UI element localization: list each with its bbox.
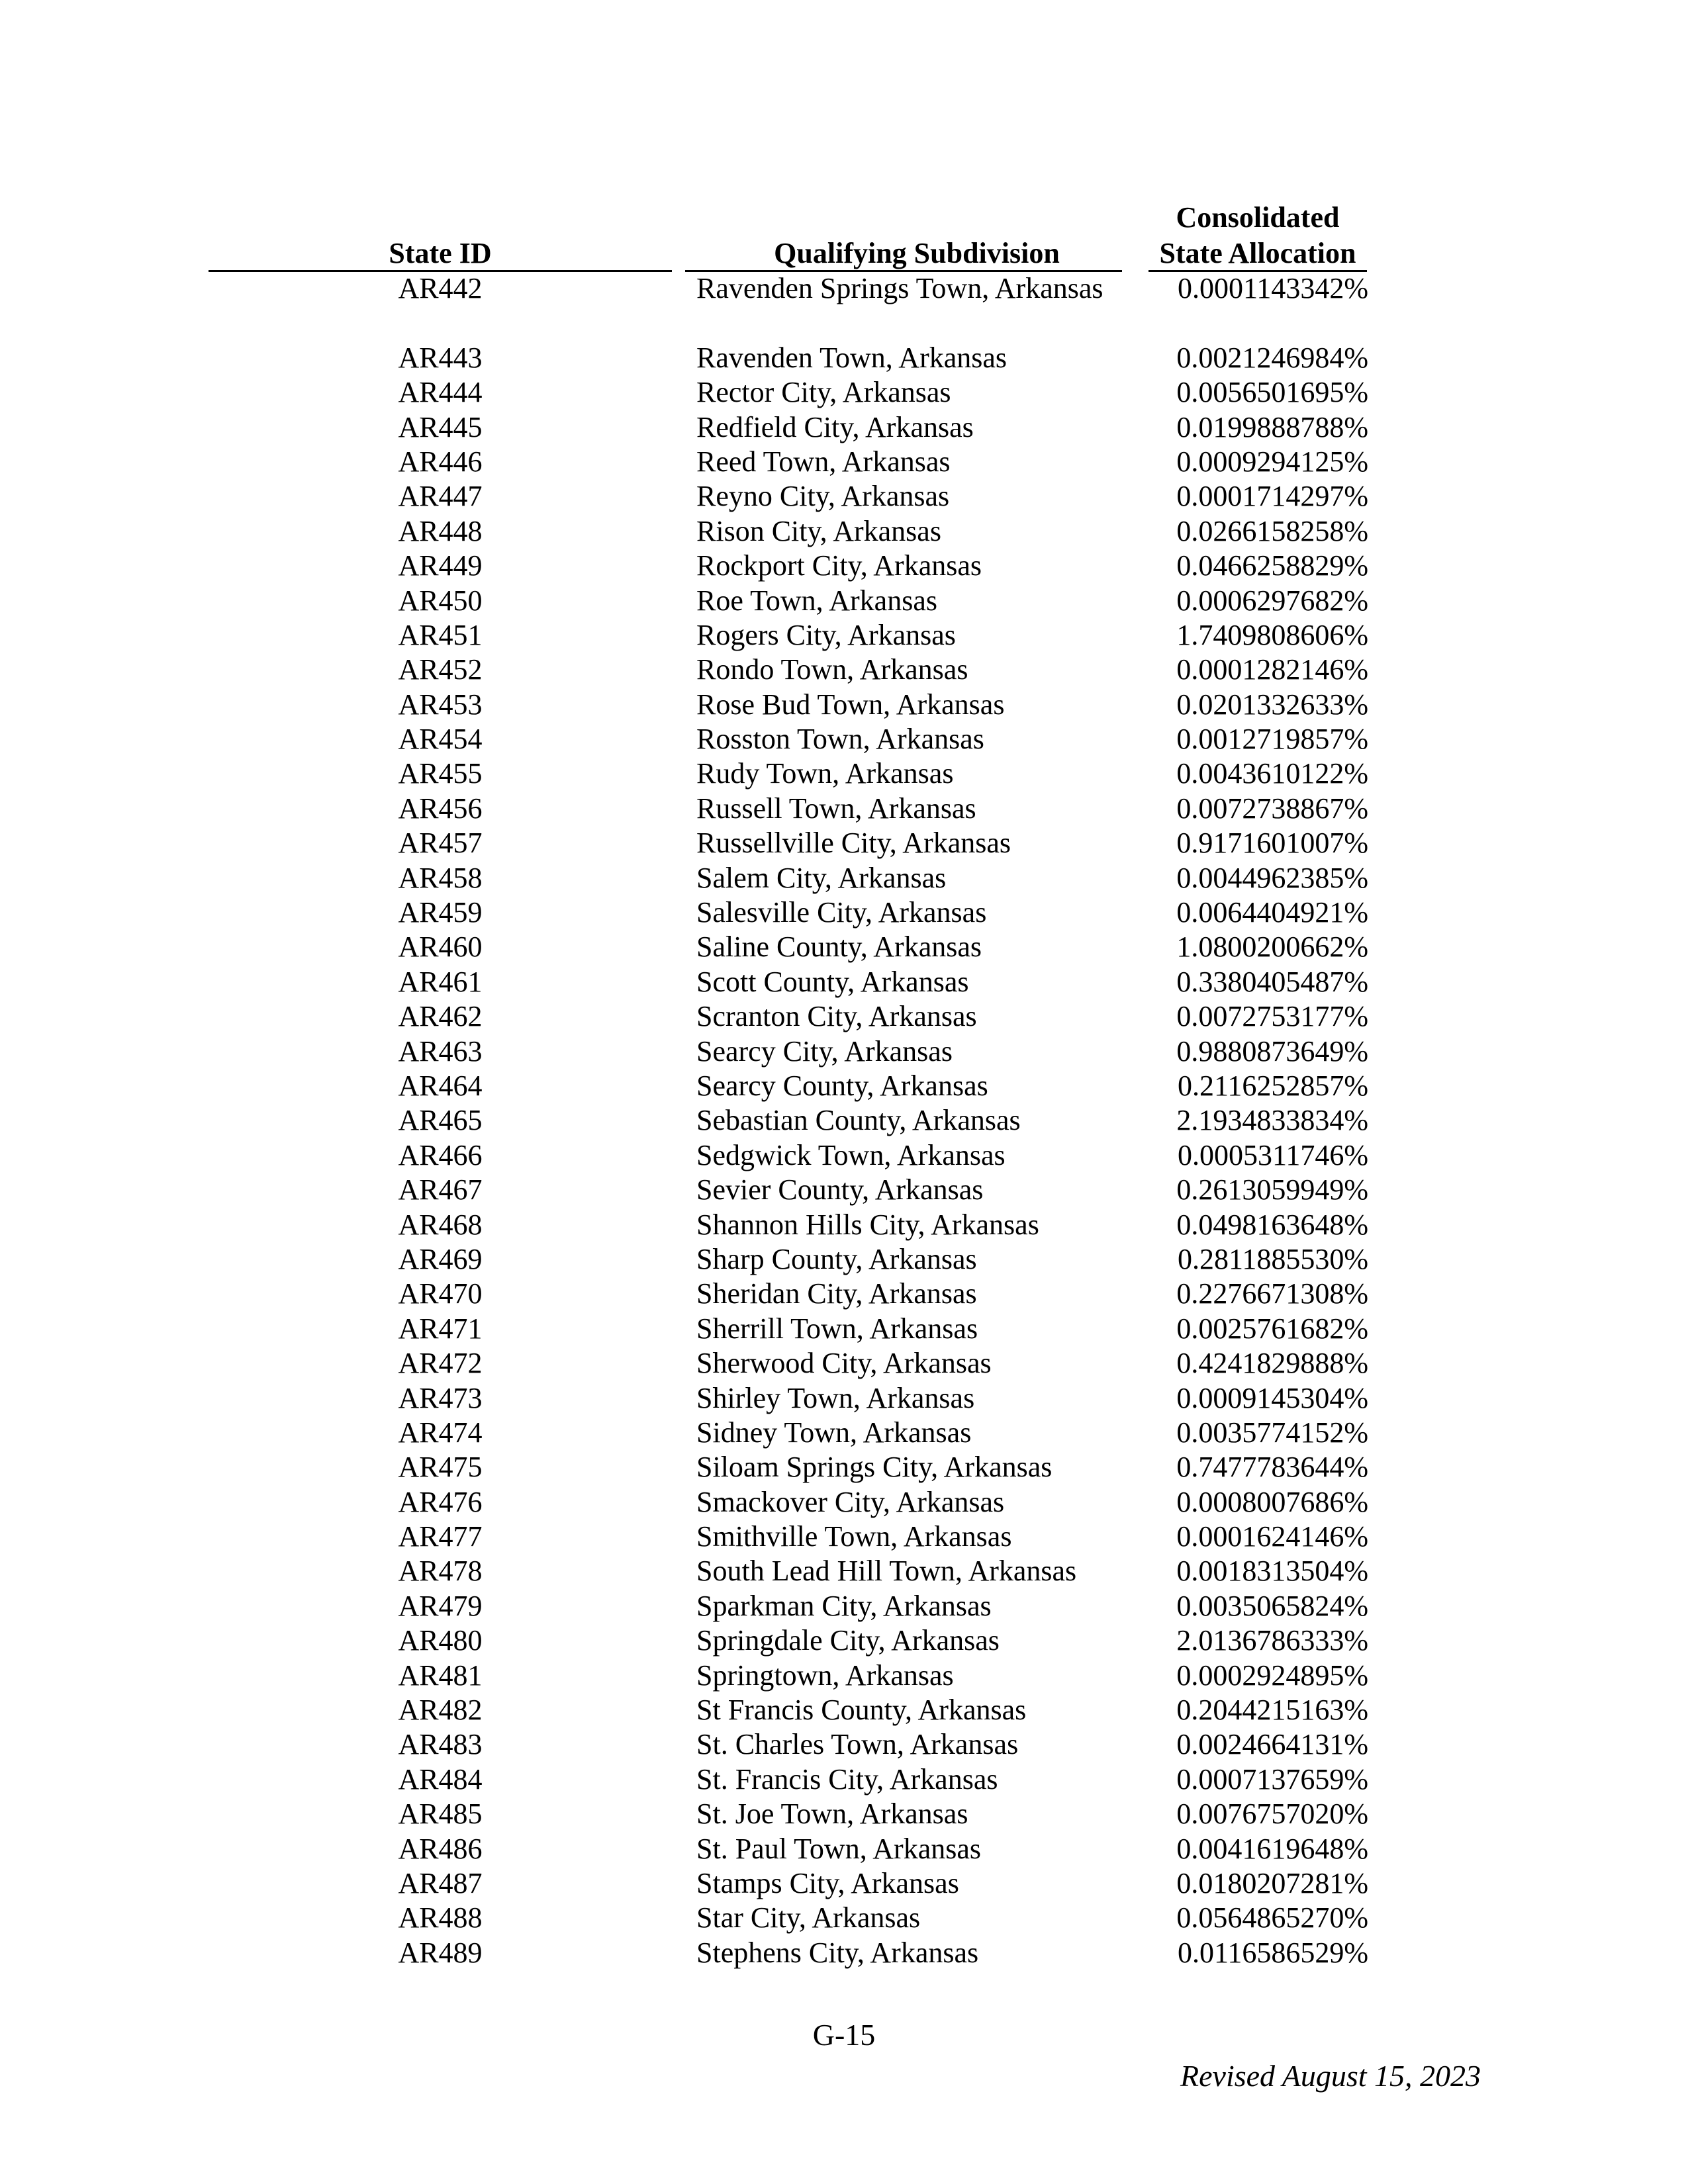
table-row xyxy=(0,722,1688,756)
subdivision-cell: Sherrill Town, Arkansas xyxy=(696,1312,978,1345)
state-id-cell: AR486 xyxy=(398,1832,483,1865)
table-row xyxy=(0,1623,1688,1658)
subdivision-cell: Stamps City, Arkansas xyxy=(696,1866,959,1899)
table-row xyxy=(0,895,1688,930)
state-id-cell: AR447 xyxy=(398,480,483,513)
allocation-cell: 0.0043610122% xyxy=(1176,757,1368,790)
state-id-cell: AR462 xyxy=(398,1000,483,1033)
subdivision-cell: Salem City, Arkansas xyxy=(696,861,947,894)
allocation-cell: 0.0041619648% xyxy=(1176,1832,1368,1865)
subdivision-cell: Rosston Town, Arkansas xyxy=(696,723,984,756)
subdivision-cell: Redfield City, Arkansas xyxy=(696,410,974,443)
revision-date: Revised August 15, 2023 xyxy=(1180,2059,1481,2093)
table-row xyxy=(0,1589,1688,1623)
header-consolidated-state-allocation: Consolidated State Allocation xyxy=(1159,201,1356,269)
allocation-cell: 0.0025761682% xyxy=(1176,1312,1368,1345)
state-id-cell: AR482 xyxy=(398,1694,483,1727)
subdivision-cell: Rector City, Arkansas xyxy=(696,376,951,409)
subdivision-cell: South Lead Hill Town, Arkansas xyxy=(696,1555,1077,1588)
table-row xyxy=(0,514,1688,549)
allocation-cell: 0.0007137659% xyxy=(1176,1762,1368,1796)
table-row xyxy=(0,1866,1688,1901)
state-id-cell: AR452 xyxy=(398,653,483,686)
state-id-cell: AR479 xyxy=(398,1589,483,1622)
table-row xyxy=(0,826,1688,860)
state-id-cell: AR474 xyxy=(398,1416,483,1449)
table-row xyxy=(0,1069,1688,1103)
state-id-cell: AR464 xyxy=(398,1069,483,1102)
table-row xyxy=(0,445,1688,479)
table-row xyxy=(0,341,1688,375)
page-number: G-15 xyxy=(812,2018,876,2052)
allocation-cell: 0.0002924895% xyxy=(1176,1659,1368,1692)
subdivision-cell: Stephens City, Arkansas xyxy=(696,1936,979,1969)
allocation-cell: 0.0005311746% xyxy=(1177,1138,1368,1171)
state-id-cell: AR483 xyxy=(398,1728,483,1761)
state-id-cell: AR451 xyxy=(398,618,483,651)
state-id-cell: AR466 xyxy=(398,1138,483,1171)
table-row xyxy=(0,1901,1688,1935)
table-row xyxy=(0,549,1688,583)
allocation-cell: 0.0076757020% xyxy=(1176,1797,1368,1831)
table-row xyxy=(0,1346,1688,1381)
allocation-cell: 2.0136786333% xyxy=(1176,1624,1368,1657)
table-row xyxy=(0,618,1688,653)
allocation-cell: 0.0056501695% xyxy=(1176,376,1368,409)
state-id-cell: AR465 xyxy=(398,1104,483,1137)
allocation-cell: 0.0116586529% xyxy=(1177,1936,1368,1969)
state-id-cell: AR458 xyxy=(398,861,483,894)
table-row xyxy=(0,930,1688,964)
table-row xyxy=(0,688,1688,722)
subdivision-cell: Searcy City, Arkansas xyxy=(696,1034,953,1068)
allocation-cell: 0.7477783644% xyxy=(1176,1451,1368,1484)
table-row xyxy=(0,1520,1688,1554)
table-row xyxy=(0,1727,1688,1762)
allocation-cell: 0.2276671308% xyxy=(1176,1277,1368,1310)
state-id-cell: AR484 xyxy=(398,1762,483,1796)
allocation-cell: 0.0009294125% xyxy=(1176,445,1368,478)
table-row xyxy=(0,1173,1688,1207)
state-id-cell: AR463 xyxy=(398,1034,483,1068)
state-id-cell: AR456 xyxy=(398,792,483,825)
allocation-cell: 0.0498163648% xyxy=(1176,1208,1368,1241)
subdivision-cell: Rogers City, Arkansas xyxy=(696,618,956,651)
table-row xyxy=(0,479,1688,514)
subdivision-cell: Ravenden Town, Arkansas xyxy=(696,341,1008,374)
subdivision-cell: Smithville Town, Arkansas xyxy=(696,1520,1012,1553)
allocation-cell: 0.2811885530% xyxy=(1177,1242,1368,1275)
table-row xyxy=(0,1693,1688,1727)
subdivision-cell: Ravenden Springs Town, Arkansas xyxy=(696,272,1103,304)
table-row xyxy=(0,1208,1688,1242)
subdivision-cell: Sevier County, Arkansas xyxy=(696,1173,984,1206)
allocation-cell: 0.0466258829% xyxy=(1176,549,1368,582)
allocation-cell: 0.3380405487% xyxy=(1176,965,1368,998)
state-id-cell: AR459 xyxy=(398,896,483,929)
state-id-cell: AR475 xyxy=(398,1451,483,1484)
table-row xyxy=(0,861,1688,895)
state-id-cell: AR469 xyxy=(398,1242,483,1275)
subdivision-cell: St Francis County, Arkansas xyxy=(696,1694,1027,1727)
state-id-cell: AR443 xyxy=(398,341,483,374)
table-row xyxy=(0,1242,1688,1277)
subdivision-cell: Rose Bud Town, Arkansas xyxy=(696,688,1005,721)
subdivision-cell: Salesville City, Arkansas xyxy=(696,896,987,929)
state-id-cell: AR471 xyxy=(398,1312,483,1345)
subdivision-cell: Sidney Town, Arkansas xyxy=(696,1416,972,1449)
table-row xyxy=(0,410,1688,445)
subdivision-cell: Sedgwick Town, Arkansas xyxy=(696,1138,1006,1171)
subdivision-cell: Scott County, Arkansas xyxy=(696,965,969,998)
table-row xyxy=(0,1832,1688,1866)
table-row xyxy=(0,1797,1688,1831)
subdivision-cell: Rondo Town, Arkansas xyxy=(696,653,968,686)
subdivision-cell: Russellville City, Arkansas xyxy=(696,827,1011,860)
subdivision-cell: Rudy Town, Arkansas xyxy=(696,757,954,790)
state-id-cell: AR448 xyxy=(398,514,483,547)
allocation-cell: 0.2044215163% xyxy=(1176,1694,1368,1727)
allocation-cell: 0.0072738867% xyxy=(1176,792,1368,825)
allocation-cell: 0.0001714297% xyxy=(1176,480,1368,513)
allocation-cell: 0.0012719857% xyxy=(1176,723,1368,756)
table-row xyxy=(0,756,1688,791)
subdivision-cell: Russell Town, Arkansas xyxy=(696,792,976,825)
state-id-cell: AR487 xyxy=(398,1866,483,1899)
allocation-cell: 0.9880873649% xyxy=(1176,1034,1368,1068)
allocation-cell: 0.0266158258% xyxy=(1176,514,1368,547)
subdivision-cell: Sherwood City, Arkansas xyxy=(696,1347,992,1380)
allocation-cell: 0.2613059949% xyxy=(1176,1173,1368,1206)
table-row xyxy=(0,792,1688,826)
subdivision-cell: Sharp County, Arkansas xyxy=(696,1242,977,1275)
table-row xyxy=(0,1277,1688,1311)
table-row xyxy=(0,1381,1688,1416)
subdivision-cell: Star City, Arkansas xyxy=(696,1901,921,1934)
subdivision-cell: St. Joe Town, Arkansas xyxy=(696,1797,968,1831)
table-row xyxy=(0,1659,1688,1693)
state-id-cell: AR442 xyxy=(398,272,483,304)
allocation-cell: 0.0008007686% xyxy=(1176,1485,1368,1518)
state-id-cell: AR488 xyxy=(398,1901,483,1934)
allocation-cell: 0.0018313504% xyxy=(1176,1555,1368,1588)
subdivision-cell: Smackover City, Arkansas xyxy=(696,1485,1005,1518)
state-id-cell: AR478 xyxy=(398,1555,483,1588)
subdivision-cell: Rison City, Arkansas xyxy=(696,514,941,547)
allocation-cell: 0.0009145304% xyxy=(1176,1381,1368,1414)
allocation-cell: 0.2116252857% xyxy=(1177,1069,1368,1102)
allocation-cell: 0.9171601007% xyxy=(1176,827,1368,860)
subdivision-cell: St. Charles Town, Arkansas xyxy=(696,1728,1019,1761)
state-id-cell: AR449 xyxy=(398,549,483,582)
state-id-cell: AR460 xyxy=(398,931,483,964)
table-row xyxy=(0,1450,1688,1484)
state-id-cell: AR444 xyxy=(398,376,483,409)
table-row xyxy=(0,1103,1688,1138)
state-id-cell: AR446 xyxy=(398,445,483,478)
state-id-cell: AR454 xyxy=(398,723,483,756)
allocation-cell: 0.4241829888% xyxy=(1176,1347,1368,1380)
table-row xyxy=(0,1312,1688,1346)
subdivision-cell: St. Paul Town, Arkansas xyxy=(696,1832,982,1865)
state-id-cell: AR485 xyxy=(398,1797,483,1831)
allocation-cell: 0.0006297682% xyxy=(1176,584,1368,617)
subdivision-cell: Searcy County, Arkansas xyxy=(696,1069,988,1102)
allocation-cell: 0.0199888788% xyxy=(1176,410,1368,443)
state-id-cell: AR476 xyxy=(398,1485,483,1518)
subdivision-cell: Reyno City, Arkansas xyxy=(696,480,950,513)
table-row xyxy=(0,1138,1688,1173)
subdivision-cell: Saline County, Arkansas xyxy=(696,931,982,964)
state-id-cell: AR461 xyxy=(398,965,483,998)
table-row xyxy=(0,1762,1688,1797)
table-row xyxy=(0,1554,1688,1588)
state-id-cell: AR457 xyxy=(398,827,483,860)
allocation-cell: 0.0201332633% xyxy=(1176,688,1368,721)
subdivision-cell: Springdale City, Arkansas xyxy=(696,1624,1000,1657)
table-row xyxy=(0,653,1688,687)
table-row xyxy=(0,375,1688,410)
allocation-cell: 0.0001143342% xyxy=(1177,272,1368,304)
state-id-cell: AR489 xyxy=(398,1936,483,1969)
table-row xyxy=(0,1936,1688,1970)
table-row xyxy=(0,584,1688,618)
table-row xyxy=(0,999,1688,1034)
allocation-cell: 0.0001624146% xyxy=(1176,1520,1368,1553)
subdivision-cell: Rockport City, Arkansas xyxy=(696,549,982,582)
allocation-cell: 0.0035065824% xyxy=(1176,1589,1368,1622)
state-id-cell: AR477 xyxy=(398,1520,483,1553)
allocation-cell: 2.1934833834% xyxy=(1176,1104,1368,1137)
allocation-cell: 0.0564865270% xyxy=(1176,1901,1368,1934)
allocation-cell: 1.0800200662% xyxy=(1176,931,1368,964)
table-row xyxy=(0,1034,1688,1069)
state-id-cell: AR455 xyxy=(398,757,483,790)
state-id-cell: AR473 xyxy=(398,1381,483,1414)
subdivision-cell: Roe Town, Arkansas xyxy=(696,584,937,617)
subdivision-cell: Springtown, Arkansas xyxy=(696,1659,954,1692)
state-id-cell: AR480 xyxy=(398,1624,483,1657)
allocation-cell: 0.0044962385% xyxy=(1176,861,1368,894)
state-id-cell: AR472 xyxy=(398,1347,483,1380)
state-id-cell: AR468 xyxy=(398,1208,483,1241)
state-id-cell: AR445 xyxy=(398,410,483,443)
header-state-id: State ID xyxy=(389,237,492,269)
subdivision-cell: Sparkman City, Arkansas xyxy=(696,1589,992,1622)
subdivision-cell: Shirley Town, Arkansas xyxy=(696,1381,975,1414)
allocation-cell: 1.7409808606% xyxy=(1176,618,1368,651)
subdivision-cell: Sebastian County, Arkansas xyxy=(696,1104,1021,1137)
allocation-cell: 0.0072753177% xyxy=(1176,1000,1368,1033)
subdivision-cell: St. Francis City, Arkansas xyxy=(696,1762,998,1796)
allocation-cell: 0.0024664131% xyxy=(1176,1728,1368,1761)
table-row xyxy=(0,1485,1688,1520)
allocation-cell: 0.0180207281% xyxy=(1176,1866,1368,1899)
subdivision-cell: Sheridan City, Arkansas xyxy=(696,1277,977,1310)
subdivision-cell: Reed Town, Arkansas xyxy=(696,445,951,478)
header-qualifying-subdivision: Qualifying Subdivision xyxy=(774,237,1060,269)
subdivision-cell: Shannon Hills City, Arkansas xyxy=(696,1208,1039,1241)
subdivision-cell: Scranton City, Arkansas xyxy=(696,1000,977,1033)
allocation-table xyxy=(0,271,1688,1970)
state-id-cell: AR481 xyxy=(398,1659,483,1692)
state-id-cell: AR453 xyxy=(398,688,483,721)
subdivision-cell: Siloam Springs City, Arkansas xyxy=(696,1451,1053,1484)
allocation-cell: 0.0021246984% xyxy=(1176,341,1368,374)
table-row xyxy=(0,965,1688,999)
state-id-cell: AR450 xyxy=(398,584,483,617)
table-row xyxy=(0,1416,1688,1450)
table-row xyxy=(0,271,1688,341)
allocation-cell: 0.0001282146% xyxy=(1176,653,1368,686)
state-id-cell: AR467 xyxy=(398,1173,483,1206)
allocation-cell: 0.0035774152% xyxy=(1176,1416,1368,1449)
allocation-cell: 0.0064404921% xyxy=(1176,896,1368,929)
state-id-cell: AR470 xyxy=(398,1277,483,1310)
